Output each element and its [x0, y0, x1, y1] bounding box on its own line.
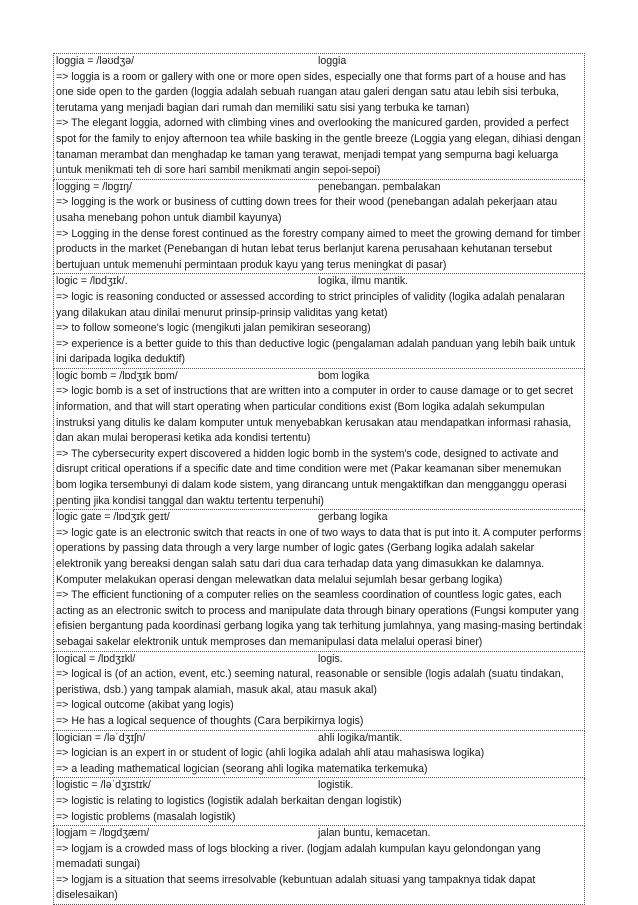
entry-header [54, 778, 584, 794]
entry-loggia [53, 53, 585, 180]
example-line: => experience is a better guide to this than deductive logic (pengalaman adalah panduan yang lebih baik untuk ini daripada logika deduktif) [56, 337, 576, 366]
example-line: => The elegant loggia, adorned with climbing vines and overlooking the manicured garden, provided a perfect spot for the family to enjoy afternoon tea while basking in the gentle breeze (Loggia yang elegan, dihiasi dengan tanaman merambat dan menghadap ke taman yang terawat, menjadi tempat yang sempurna bagi keluarga untuk menikmati teh di sore hari sambil menikmati angin sepoi-sepoi) [56, 117, 581, 177]
headword: logging = /lɒɡɪŋ/ [56, 180, 132, 193]
entry-header [54, 510, 584, 526]
headword: logistic = /ləˈdʒɪstɪk/ [56, 779, 151, 792]
entry-header [54, 54, 584, 70]
entry-logical [53, 652, 585, 731]
entry-header [54, 274, 584, 290]
example-line: => logjam is a situation that seems irresolvable (kebuntuan adalah situasi yang tampaknya tidak dapat diselesaikan) [56, 873, 536, 902]
headword: logic = /lɒdʒɪk/. [56, 275, 128, 288]
entry-logic-gate [53, 510, 585, 651]
translation: ahli logika/mantik. [318, 731, 403, 744]
definition-line: => loggia is a room or gallery with one or more open sides, especially one that forms part of a house and has one side open to the garden (loggia adalah sebuah ruangan atau galeri dengan satu atau lebih sisi terbuka, terutama yang menjadi bagian dari rumah dan memiliki satu sisi yang terbuka ke taman) [56, 70, 566, 114]
translation: gerbang logika [318, 511, 388, 524]
headword: logician = /ləˈdʒɪʃn/ [56, 731, 146, 744]
translation: logis. [318, 652, 343, 665]
entry-header [54, 652, 584, 668]
example-line: => logical outcome (akibat yang logis) [56, 699, 234, 712]
entry-header [54, 826, 584, 842]
headword: loggia = /ləʊdʒə/ [56, 55, 135, 67]
headword: logic bomb = /lɒdʒɪk bɒm/ [56, 369, 178, 382]
example-line: => a leading mathematical logician (seorang ahli logika matematika terkemuka) [56, 762, 428, 775]
example-line: => Logging in the dense forest continued as the forestry company aimed to meet the growing demand for timber products in the market (Penebangan di hutan lebat terus berlanjut karena perusahaan kehutanan tersebut bertujuan untuk memenuhi permintaan produk kayu yang terus meningkat di pasar) [56, 227, 581, 271]
definition-line: => logic gate is an electronic switch that reacts in one of two ways to data that is put into it. A computer performs operations by passing data through a very large number of logic gates (Gerbang logika adalah sakelar elektronik yang bereaksi dengan salah satu dari dua cara terhadap data yang dimasukkan ke dalamnya. Komputer melakukan operasi dengan melewatkan data melalui sejumlah besar gerbang logika) [56, 526, 582, 586]
example-line: => The cybersecurity expert discovered a hidden logic bomb in the system's code, designed to activate and disrupt critical operations if a specific date and time condition were met (Pakar keamanan siber menemukan bom logika tersembunyi di dalam kode sistem, yang dirancang untuk mengaktifkan dan mengganggu operasi penting jika kondisi tanggal dan waktu tertentu terpenuhi) [56, 447, 567, 507]
entry-logging [53, 180, 585, 275]
entry-logjam [53, 826, 585, 905]
definition-line: => logic bomb is a set of instructions that are written into a computer in order to cause damage or to get secret information, and that will start operating when particular conditions exist (Bom logika adalah sekumpulan instruksi yang ditulis ke dalam komputer untuk menyebabkan kerusakan atau mendapatkan informasi rahasia, dan akan mulai beroperasi ketika ada kondisi tertentu) [56, 385, 574, 445]
entry-logician [53, 731, 585, 779]
translation: penebangan. pembalakan [318, 180, 441, 193]
example-line: => logistic problems (masalah logistik) [56, 810, 236, 823]
definition-line: => logical is (of an action, event, etc.) seeming natural, reasonable or sensible (logis adalah (suatu tindakan, peristiwa, dsb.) yang tampak alamiah, masuk akal, atau masuk akal) [56, 668, 564, 696]
entry-header [54, 369, 584, 385]
entry-logistic [53, 778, 585, 826]
definition-line: => logging is the work or business of cutting down trees for their wood (penebangan adalah pekerjaan atau usaha menebang pohon untuk diambil kayunya) [56, 196, 558, 224]
translation: bom logika [318, 369, 370, 382]
entry-logic [53, 274, 585, 369]
entry-logic-bomb [53, 369, 585, 510]
definition-line: => logician is an expert in or student of logic (ahli logika adalah ahli atau mahasiswa logika) [56, 747, 485, 760]
dictionary-page [53, 53, 585, 905]
definition-line: => logistic is relating to logistics (logistik adalah berkaitan dengan logistik) [56, 794, 402, 807]
example-line: => He has a logical sequence of thoughts (Cara berpikirnya logis) [56, 714, 364, 727]
translation: jalan buntu, kemacetan. [318, 827, 431, 840]
definition-line: => logjam is a crowded mass of logs blocking a river. (logjam adalah kumpulan kayu gelondongan yang memadati sungai) [56, 842, 541, 871]
headword: logic gate = /lɒdʒɪk ɡeɪt/ [56, 511, 170, 524]
translation: logika, ilmu mantik. [318, 275, 409, 288]
entry-header [54, 180, 584, 196]
translation: logistik. [318, 779, 354, 792]
example-line: => The efficient functioning of a computer relies on the seamless coordination of countless logic gates, each acting as an electronic switch to process and manipulate data through binary operations (Fungsi komputer yang efisien bergantung pada koordinasi gerbang logika yang tak terhitung jumlahnya, yang masing-masing bertindak sebagai sakelar elektronik untuk memproses dan memanipulasi data melalui operasi biner) [56, 589, 582, 648]
example-line: => to follow someone's logic (mengikuti jalan pemikiran seseorang) [56, 322, 371, 335]
definition-line: => logic is reasoning conducted or assessed according to strict principles of validity (logika adalah penalaran yang dilakukan atau dinilai menurut prinsip-prinsip validitas yang ketat) [56, 290, 565, 319]
headword: logjam = /lɒɡdʒæm/ [56, 827, 150, 840]
headword: logical = /lɒdʒɪkl/ [56, 652, 136, 665]
entry-header [54, 731, 584, 747]
translation: loggia [318, 55, 347, 67]
